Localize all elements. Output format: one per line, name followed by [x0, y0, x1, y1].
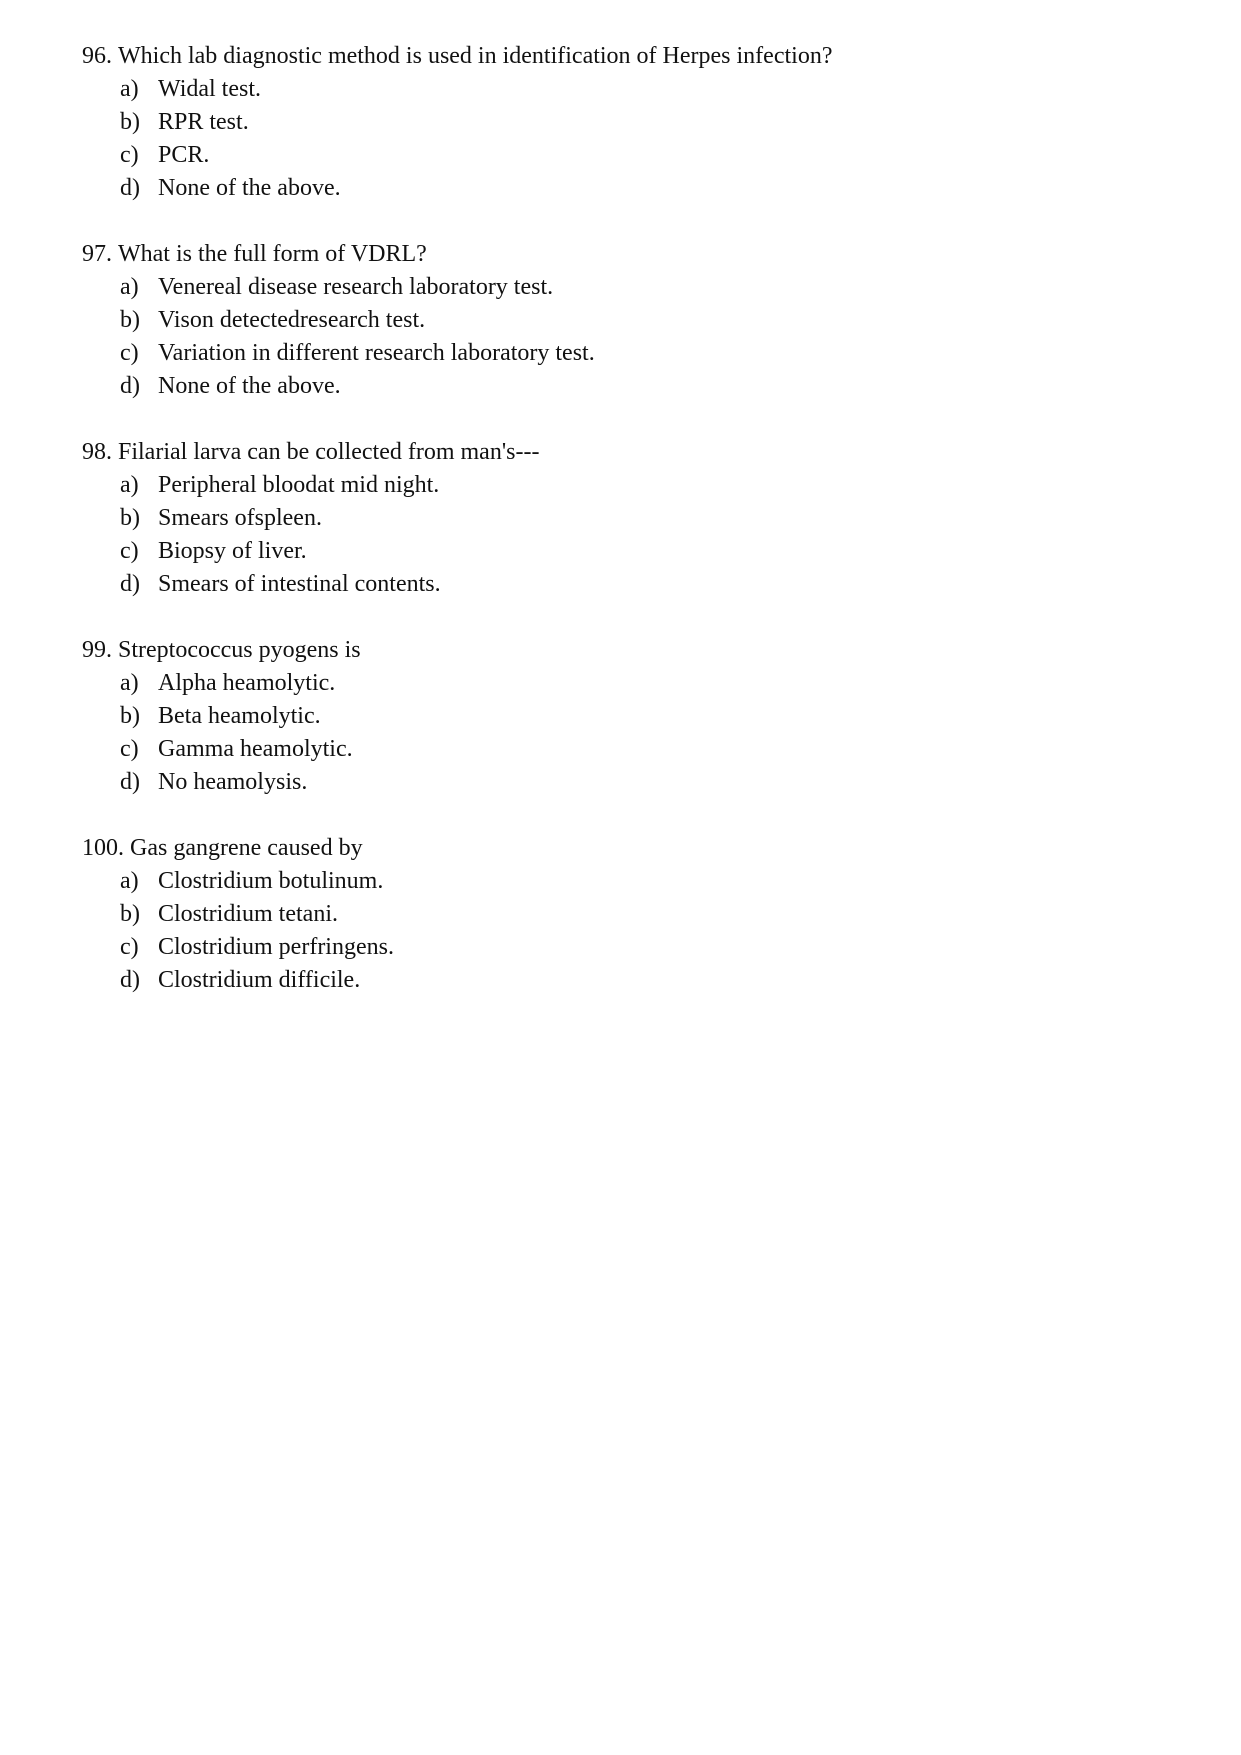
question-number: 97. [82, 241, 112, 267]
question-number: 98. [82, 439, 112, 465]
question-stem [82, 436, 1182, 469]
option-d [120, 172, 1182, 205]
question-number: 100. [82, 835, 124, 861]
option-text: Clostridium tetani. [158, 901, 338, 927]
option-letter: a) [120, 472, 139, 498]
question-text: What is the full form of VDRL? [118, 241, 427, 267]
option-letter: d) [120, 769, 140, 795]
option-letter: d) [120, 373, 140, 399]
option-text: Gamma heamolytic. [158, 736, 353, 762]
option-b [120, 898, 1182, 931]
option-b [120, 700, 1182, 733]
option-letter: a) [120, 670, 139, 696]
question-98 [82, 436, 1182, 601]
option-letter: c) [120, 538, 139, 564]
option-letter: d) [120, 175, 140, 201]
question-stem [82, 40, 1182, 73]
option-text: Vison detectedresearch test. [158, 307, 426, 333]
option-text: Smears ofspleen. [158, 505, 322, 531]
option-text: Venereal disease research laboratory test. [158, 274, 554, 300]
option-list [82, 667, 1182, 799]
option-d [120, 964, 1182, 997]
option-letter: b) [120, 505, 140, 531]
option-letter: d) [120, 571, 140, 597]
option-letter: b) [120, 703, 140, 729]
option-d [120, 766, 1182, 799]
option-a [120, 667, 1182, 700]
option-letter: a) [120, 76, 139, 102]
option-list [82, 469, 1182, 601]
option-text: RPR test. [158, 109, 249, 135]
option-text: Clostridium perfringens. [158, 934, 394, 960]
question-stem [82, 238, 1182, 271]
option-list [82, 271, 1182, 403]
question-text: Which lab diagnostic method is used in identification of Herpes infection? [118, 43, 833, 69]
option-text: Alpha heamolytic. [158, 670, 336, 696]
question-number: 96. [82, 43, 112, 69]
question-text: Streptococcus pyogens is [118, 637, 361, 663]
option-d [120, 370, 1182, 403]
option-b [120, 106, 1182, 139]
option-a [120, 865, 1182, 898]
option-letter: b) [120, 901, 140, 927]
option-c [120, 139, 1182, 172]
question-stem [82, 634, 1182, 667]
option-b [120, 502, 1182, 535]
question-97 [82, 238, 1182, 403]
option-text: No heamolysis. [158, 769, 308, 795]
question-99 [82, 634, 1182, 799]
option-letter: b) [120, 109, 140, 135]
option-d [120, 568, 1182, 601]
option-a [120, 469, 1182, 502]
question-100 [82, 832, 1182, 997]
option-list [82, 865, 1182, 997]
option-c [120, 337, 1182, 370]
option-letter: c) [120, 142, 139, 168]
option-text: Smears of intestinal contents. [158, 571, 441, 597]
question-text: Filarial larva can be collected from man's--- [118, 439, 540, 465]
option-text: PCR. [158, 142, 210, 168]
question-list [82, 40, 1182, 1030]
option-a [120, 271, 1182, 304]
option-letter: c) [120, 340, 139, 366]
question-96 [82, 40, 1182, 205]
option-b [120, 304, 1182, 337]
option-c [120, 931, 1182, 964]
option-a [120, 73, 1182, 106]
option-text: Beta heamolytic. [158, 703, 321, 729]
option-text: Widal test. [158, 76, 262, 102]
option-list [82, 73, 1182, 205]
option-letter: a) [120, 274, 139, 300]
question-text: Gas gangrene caused by [130, 835, 363, 861]
option-c [120, 535, 1182, 568]
option-text: Biopsy of liver. [158, 538, 307, 564]
option-text: Variation in different research laboratory test. [158, 340, 595, 366]
option-c [120, 733, 1182, 766]
option-text: None of the above. [158, 373, 341, 399]
option-letter: b) [120, 307, 140, 333]
option-letter: c) [120, 934, 139, 960]
question-number: 99. [82, 637, 112, 663]
option-letter: a) [120, 868, 139, 894]
option-text: Peripheral bloodat mid night. [158, 472, 440, 498]
option-text: None of the above. [158, 175, 341, 201]
option-letter: d) [120, 967, 140, 993]
option-text: Clostridium botulinum. [158, 868, 384, 894]
question-stem [82, 832, 1182, 865]
option-text: Clostridium difficile. [158, 967, 361, 993]
option-letter: c) [120, 736, 139, 762]
